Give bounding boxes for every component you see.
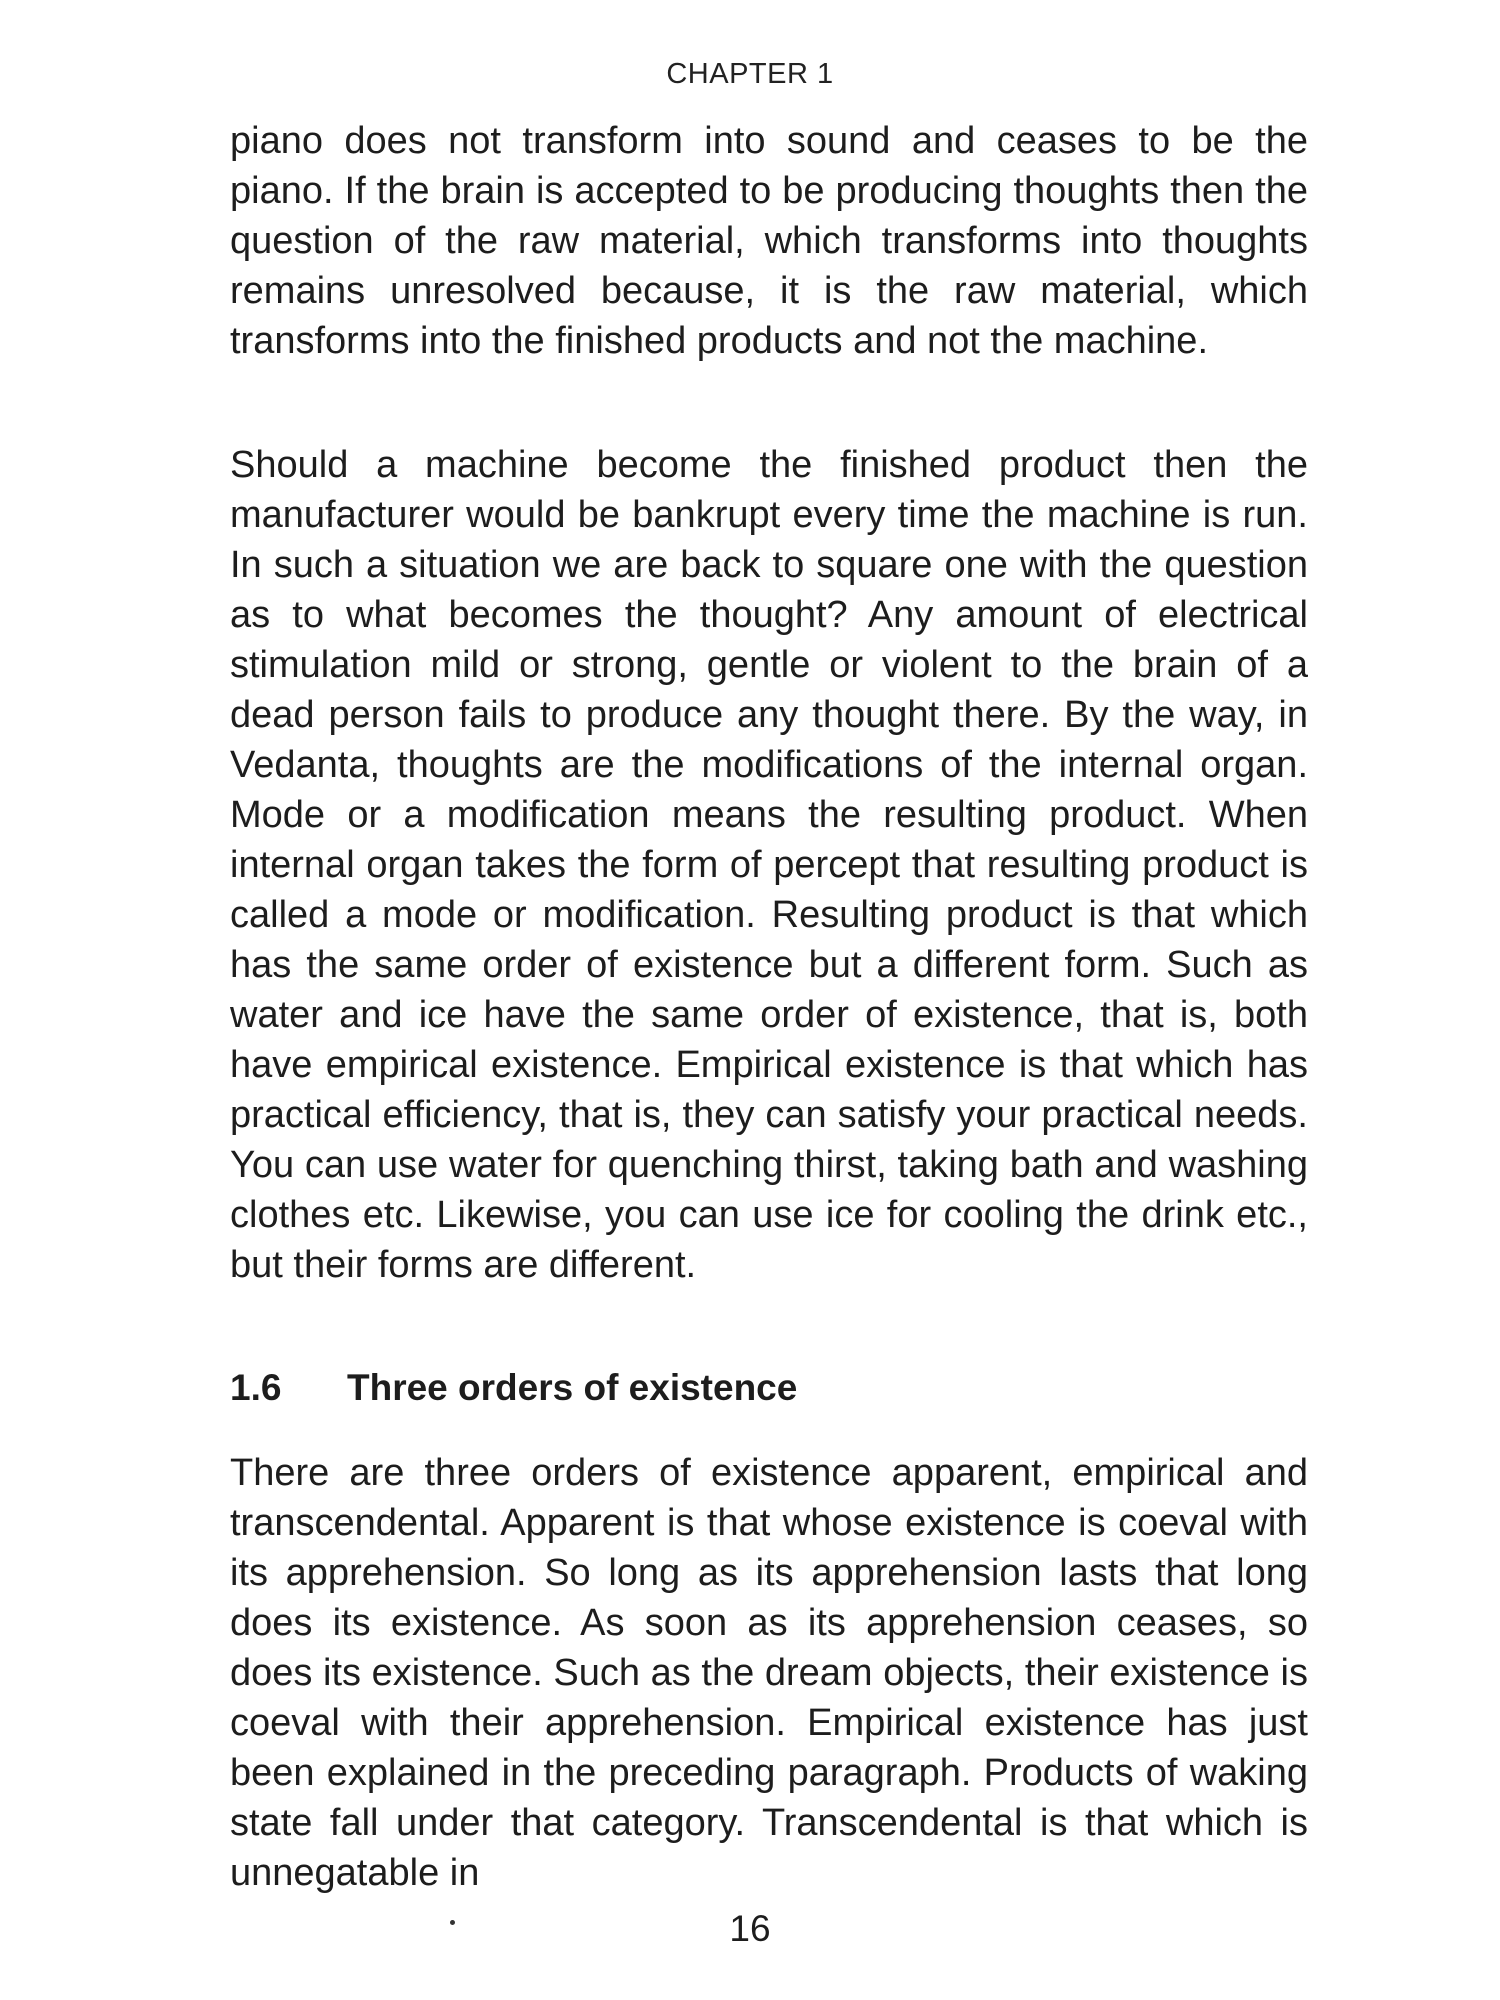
section-title: Three orders of existence [347, 1367, 798, 1408]
section-heading [230, 1363, 797, 1413]
paragraph-3: There are three orders of existence apparent, empirical and transcendental. Apparent is that whose existence is coeval with its apprehension. So long as its apprehension lasts that long does its existence. As soon as its apprehension ceases, so does its existence. Such as the dream objects, their existence is coeval with their apprehension. Empirical existence has just been explained in the preceding paragraph. Products of waking state fall under that category. Transcendental is that which is unnegatable in [230, 1452, 1308, 1894]
chapter-header: CHAPTER 1 [666, 58, 834, 90]
paragraph-2: Should a machine become the finished product then the manufacturer would be bankrupt every time the machine is run. In such a situation we are back to square one with the question as to what becomes the thought? Any amount of electrical stimulation mild or strong, gentle or violent to the brain of a dead person fails to produce any thought there. By the way, in Vedanta, thoughts are the modifications of the internal organ. Mode or a modification means the resulting product. When internal organ takes the form of percept that resulting product is called a mode or modification. Resulting product is that which has the same order of existence but a different form. Such as water and ice have the same order of existence, that is, both have empirical existence. Empirical existence is that which has practical efficiency, that is, they can satisfy your practical needs. You can use water for quenching thirst, taking bath and washing clothes etc. Likewise, you can use ice for cooling the drink etc., but their forms are different. [230, 444, 1308, 1286]
section-number: 1.6 [230, 1367, 282, 1408]
paragraph-1: piano does not transform into sound and ceases to be the piano. If the brain is accepted to be producing thoughts then the question of the raw material, which transforms into thoughts remains unresolved because, it is the raw material, which transforms into the finished products and not the machine. [230, 120, 1308, 362]
page-number: 16 [729, 1908, 771, 1949]
